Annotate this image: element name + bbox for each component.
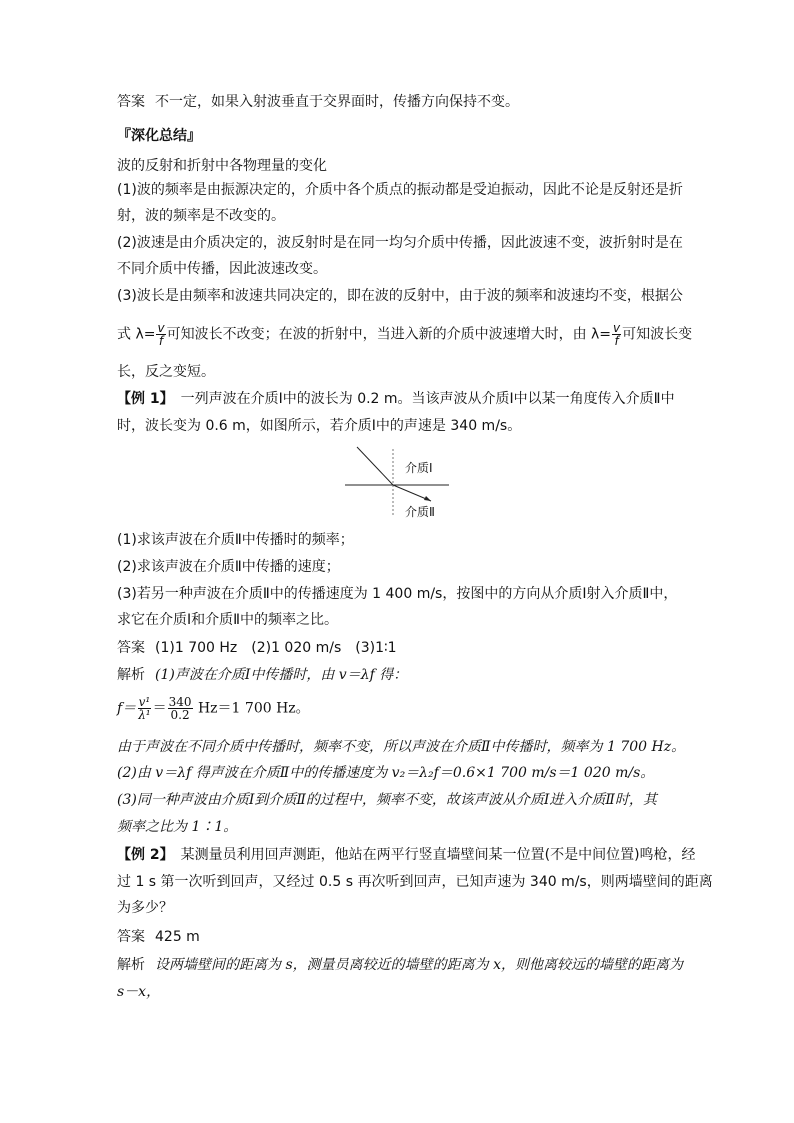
fraction-340-over-0-2 xyxy=(168,696,193,721)
example-1-analysis-4: (2)由 v＝λf 得声波在介质Ⅱ中的传播速度为 v₂＝λ₂f＝0.6×1 700 m/s＝1 020 m/s。 xyxy=(117,765,655,781)
example-1-analysis-3: 由于声波在不同介质中传播时，频率不变，所以声波在介质Ⅱ中传播时，频率为 1 700 Hz。 xyxy=(117,739,686,755)
medium-2-label: 介质Ⅱ xyxy=(405,505,435,519)
answer-label: 答案 xyxy=(117,640,145,656)
refraction-svg xyxy=(345,445,455,521)
analysis-text-1: 设两墙壁间的距离为 s，测量员离较近的墙壁的距离为 x，则他离较远的墙壁的距离为 xyxy=(155,957,683,973)
answer-text: 不一定，如果入射波垂直于交界面时，传播方向保持不变。 xyxy=(155,94,519,110)
answer-text: 425 m xyxy=(155,929,200,945)
example-1-analysis-1 xyxy=(117,665,407,685)
arrowhead-icon xyxy=(424,496,431,501)
example-2-answer xyxy=(117,927,200,947)
formula-middle: 可知波长不改变；在波的折射中，当进入新的介质中波速增大时，由 λ= xyxy=(166,326,612,343)
summary-heading: 『深化总结』 xyxy=(117,128,201,144)
question-3b: 求它在介质Ⅰ和介质Ⅱ中的频率之比。 xyxy=(117,612,339,628)
example-2-line-3: 为多少？ xyxy=(117,900,173,916)
fraction-denominator: λ¹ xyxy=(138,708,151,722)
answer-label: 答案 xyxy=(117,929,145,945)
question-3a: (3)若另一种声波在介质Ⅱ中的传播速度为 1 400 m/s，按图中的方向从介质Ⅰ射入介质Ⅱ中， xyxy=(117,586,678,602)
example-1-analysis-5: (3)同一种声波由介质Ⅰ到介质Ⅱ的过程中，频率不变，故该声波从介质Ⅰ进入介质Ⅱ时，其 xyxy=(117,792,657,808)
fraction-numerator: v¹ xyxy=(138,695,151,709)
refraction-diagram xyxy=(345,445,455,521)
fraction-numerator: 340 xyxy=(168,695,192,709)
fraction-v-over-f-2 xyxy=(612,322,621,347)
analysis-label: 解析 xyxy=(117,667,145,683)
fraction-denominator: f xyxy=(614,334,619,348)
example-1-analysis-2 xyxy=(117,696,310,721)
summary-item-2a: (2)波速是由介质决定的，波反射时是在同一均匀介质中传播，因此波速不变，波折射时是在 xyxy=(117,235,683,251)
answer-text: (1)1 700 Hz (2)1 020 m/s (3)1∶1 xyxy=(155,640,397,656)
formula-suffix: 可知波长变 xyxy=(622,326,693,343)
formula-prefix: 式 λ= xyxy=(117,326,156,343)
fraction-denominator: 0.2 xyxy=(170,708,190,722)
question-1: (1)求该声波在介质Ⅱ中传播时的频率； xyxy=(117,532,354,548)
summary-item-3a: (3)波长是由频率和波速共同决定的，即在波的反射中，由于波的频率和波速均不变，根据公 xyxy=(117,288,683,304)
analysis-text-1: (1)声波在介质Ⅰ中传播时，由 v＝λf 得： xyxy=(155,667,408,683)
example-1-line-1 xyxy=(117,389,675,409)
example-2-text-1: 某测量员利用回声测距，他站在两平行竖直墙壁间某一位置(不是中间位置)鸣枪，经 xyxy=(180,847,696,863)
answer-label: 答案 xyxy=(117,94,145,110)
fraction-numerator: v xyxy=(613,321,621,335)
summary-item-3b xyxy=(117,322,692,347)
analysis-label: 解析 xyxy=(117,957,145,973)
summary-item-3c: 长，反之变短。 xyxy=(117,364,215,380)
fraction-v1-lambda1 xyxy=(137,696,151,721)
example-2-analysis-2: s－x， xyxy=(117,984,161,1000)
summary-item-1a: (1)波的频率是由振源决定的，介质中各个质点的振动都是受迫振动，因此不论是反射还是折 xyxy=(117,182,683,198)
example-1-text-1: 一列声波在介质Ⅰ中的波长为 0.2 m。当该声波从介质Ⅰ中以某一角度传入介质Ⅱ中 xyxy=(180,391,675,407)
incident-ray xyxy=(357,447,393,485)
example-1-line-2: 时，波长变为 0.6 m，如图所示，若介质Ⅰ中的声速是 340 m/s。 xyxy=(117,418,522,434)
fraction-numerator: v xyxy=(157,321,165,335)
example-2-line-2: 过 1 s 第一次听到回声，又经过 0.5 s 再次听到回声，已知声速为 340 m/s，则两墙壁间的距离 xyxy=(117,874,713,890)
example-2-tag: 【例 2】 xyxy=(117,847,167,863)
example-1-tag: 【例 1】 xyxy=(117,391,167,407)
summary-item-1b: 射，波的频率是不改变的。 xyxy=(117,208,285,224)
formula-f: f＝ xyxy=(117,700,137,717)
example-1-answer xyxy=(117,638,397,658)
fraction-v-over-f xyxy=(156,322,165,347)
equals-sign: ＝ xyxy=(152,700,167,717)
medium-1-label: 介质Ⅰ xyxy=(405,461,433,475)
example-2-analysis-1 xyxy=(117,955,683,975)
example-1-analysis-6: 频率之比为 1∶1。 xyxy=(117,819,238,835)
question-2: (2)求该声波在介质Ⅱ中传播的速度； xyxy=(117,559,340,575)
summary-item-2b: 不同介质中传播，因此波速改变。 xyxy=(117,261,327,277)
summary-title: 波的反射和折射中各物理量的变化 xyxy=(117,158,327,174)
formula-result: Hz＝1 700 Hz。 xyxy=(193,700,310,717)
answer-line xyxy=(117,92,519,112)
example-2-line-1 xyxy=(117,845,696,865)
fraction-denominator: f xyxy=(158,334,164,348)
